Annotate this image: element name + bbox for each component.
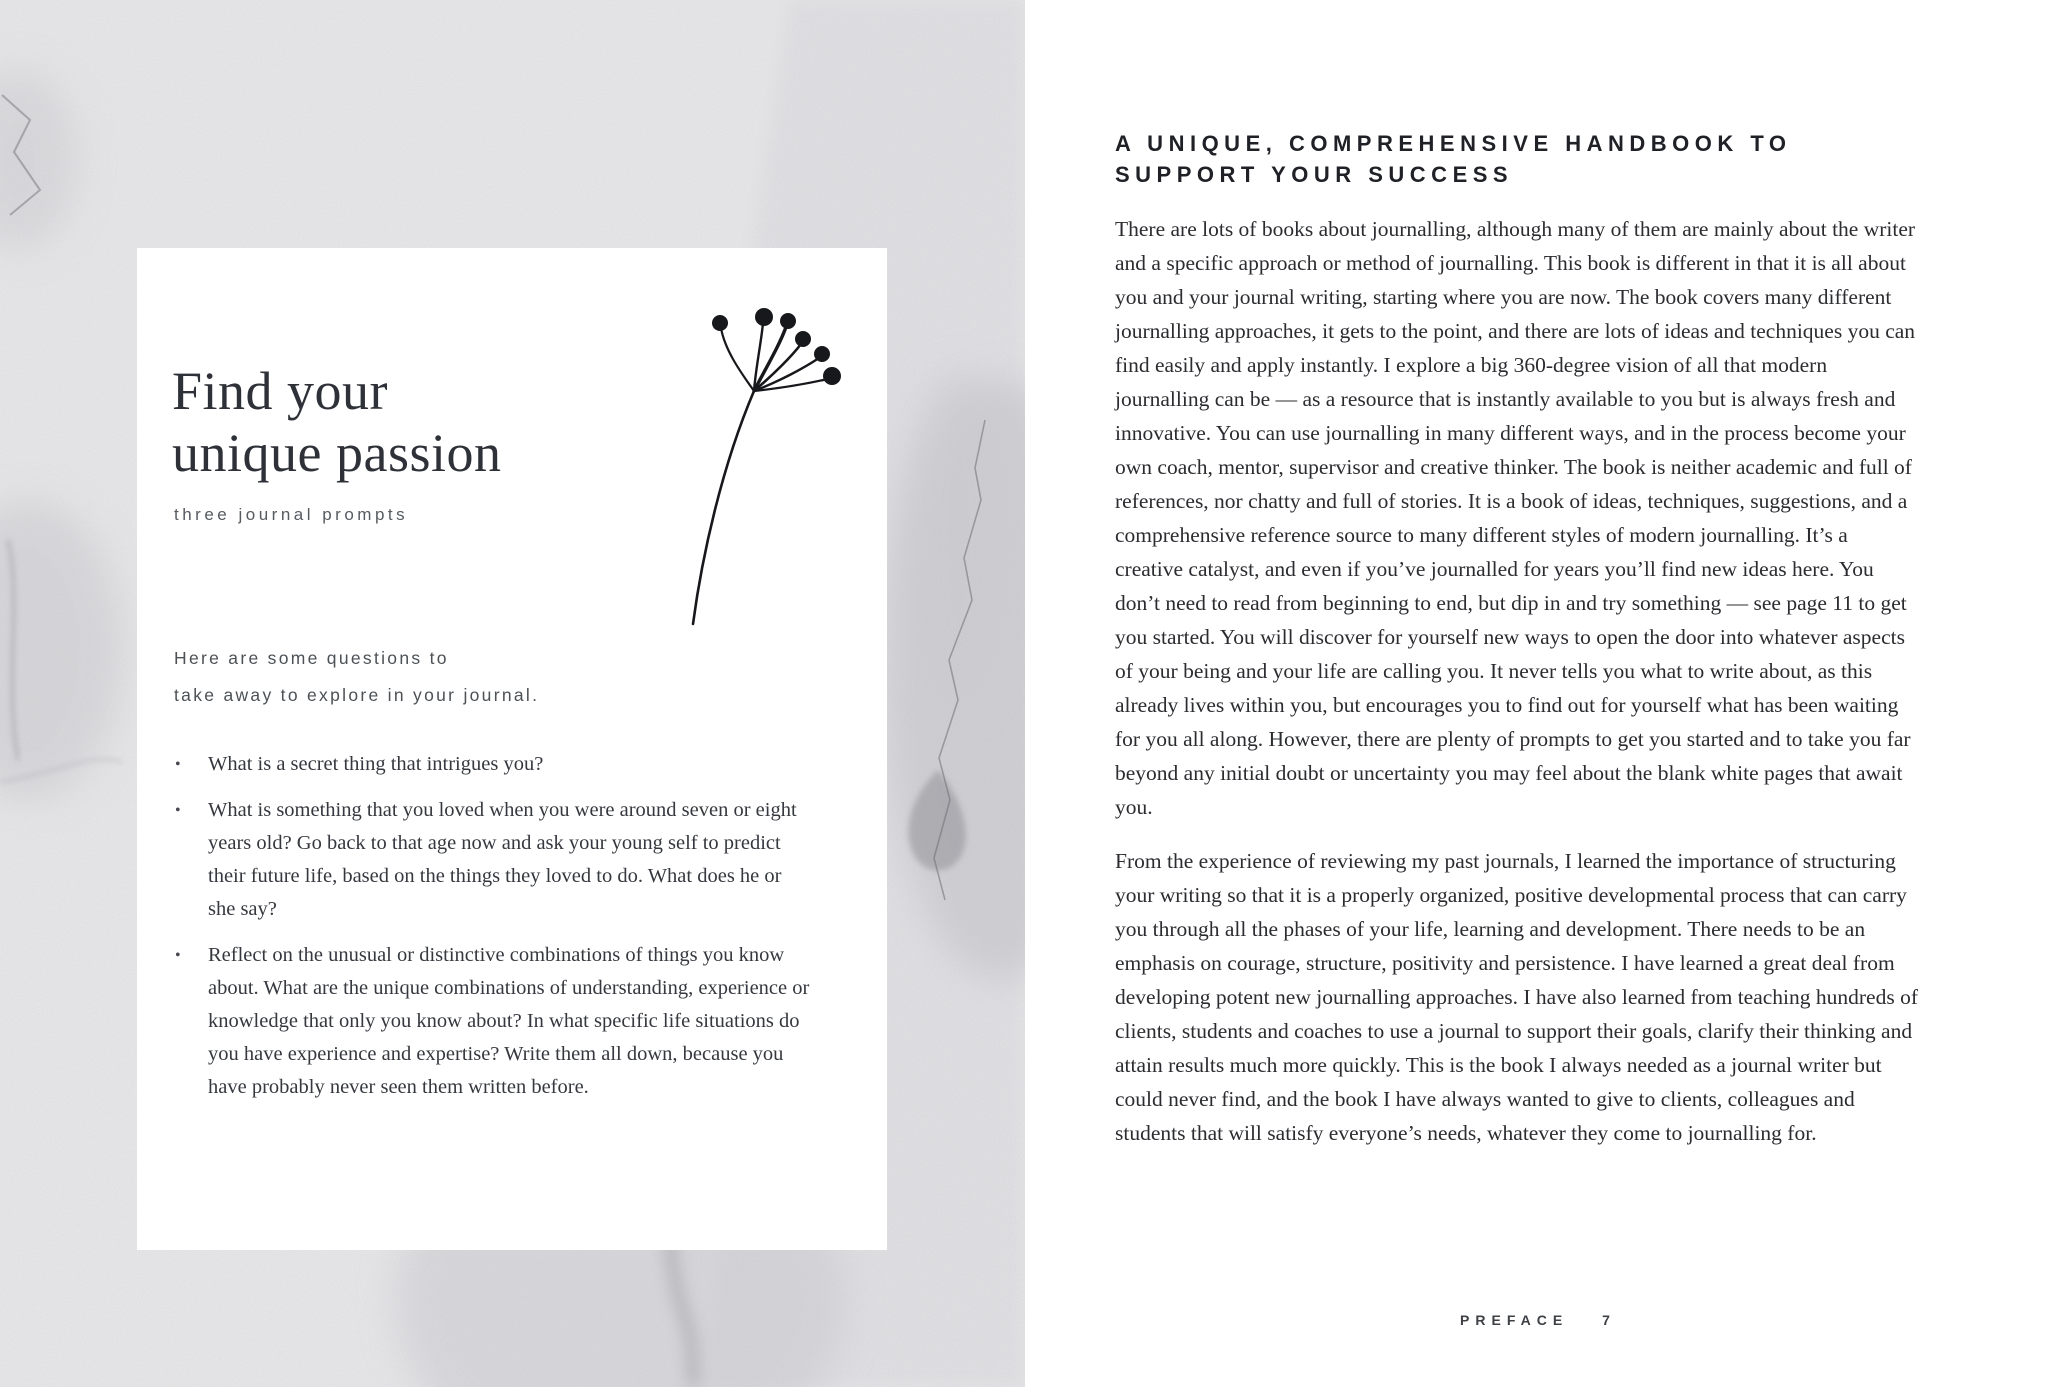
card-intro-line1: Here are some questions to xyxy=(174,648,449,668)
page-footer xyxy=(1025,1312,2047,1328)
card-title-line1: Find your xyxy=(172,361,389,421)
journal-prompt-item xyxy=(172,794,812,926)
dried-flower-icon xyxy=(682,306,842,636)
section-heading-line1: A UNIQUE, COMPREHENSIVE HANDBOOK TO xyxy=(1115,131,1792,156)
journal-prompt-text: What is something that you loved when you were around seven or eight years old? Go back to that age now and ask your young self to predict their future life, based on the things they loved to do. What does he or she say? xyxy=(208,799,797,920)
body-copy xyxy=(1115,212,1920,1150)
body-paragraph-2: From the experience of reviewing my past journals, I learned the importance of structuring your writing so that it is a properly organized, positive developmental process that can carry you through all the phases of your life, learning and development. There needs to be an emphasis on courage, structure, positivity and persistence. I have learned a great deal from developing potent new journalling approaches. I have also learned from teaching hundreds of clients, students and coaches to use a journal to support their goals, clarify their thinking and attain results much more quickly. This is the book I always needed as a journal writer but could never find, and the book I have always wanted to give to clients, colleagues and students that will satisfy everyone’s needs, whatever they come to journalling for. xyxy=(1115,849,1918,1145)
bullet-marker: • xyxy=(175,802,181,819)
journal-prompts-list xyxy=(172,748,812,1117)
journal-prompt-text: What is a secret thing that intrigues you? xyxy=(208,753,544,775)
journal-prompt-item xyxy=(172,939,812,1104)
card-title xyxy=(172,360,501,484)
card-intro xyxy=(174,640,539,714)
card-subtitle: three journal prompts xyxy=(174,505,409,524)
card-title-line2: unique passion xyxy=(172,423,502,483)
preface-content xyxy=(1115,128,1920,1150)
body-paragraph-1: There are lots of books about journalling, although many of them are mainly about the writer and a specific approach or method of journalling. This book is different in that it is all about you and your journal writing, starting where you are now. The book covers many different journalling approaches, it gets to the point, and there are lots of ideas and techniques you can find easily and apply instantly. I explore a big 360-degree vision of all that modern journalling can be — as a resource that is instantly available to you but is always fresh and innovative. You can use journalling in many different ways, and in the process become your own coach, mentor, supervisor and creative thinker. The book is neither academic and full of references, nor chatty and full of stories. It is a book of ideas, techniques, suggestions, and a comprehensive reference source to many different styles of modern journalling. It’s a creative catalyst, and even if you’ve journalled for years you’ll find new ideas here. You don’t need to read from beginning to end, but dip in and try something — see page 11 to get you started. You will discover for yourself new ways to open the door into whatever aspects of your being and your life are calling you. It never tells you what to write about, as this already lives within you, but encourages you to find out for yourself what has been waiting for you all along. However, there are plenty of prompts to get you started and to take you far beyond any initial doubt or uncertainty you may feel about the blank white pages that await you. xyxy=(1115,217,1916,819)
page-number: 7 xyxy=(1602,1312,1612,1328)
journal-prompt-text: Reflect on the unusual or distinctive combinations of things you know about. What are the unique combinations of understanding, experience or knowledge that only you know about? In what specific life situations do you have experience and expertise? Write them all down, because you have probably never seen them written before. xyxy=(208,944,810,1098)
section-heading-line2: SUPPORT YOUR SUCCESS xyxy=(1115,162,1514,187)
right-page xyxy=(1025,0,2047,1387)
section-heading xyxy=(1115,128,1920,190)
bullet-marker: • xyxy=(175,947,181,964)
section-label: PREFACE xyxy=(1460,1312,1569,1328)
bullet-marker: • xyxy=(175,756,181,773)
journal-prompt-item xyxy=(172,748,812,781)
prompt-card xyxy=(137,248,887,1250)
card-intro-line2: take away to explore in your journal. xyxy=(174,685,540,705)
